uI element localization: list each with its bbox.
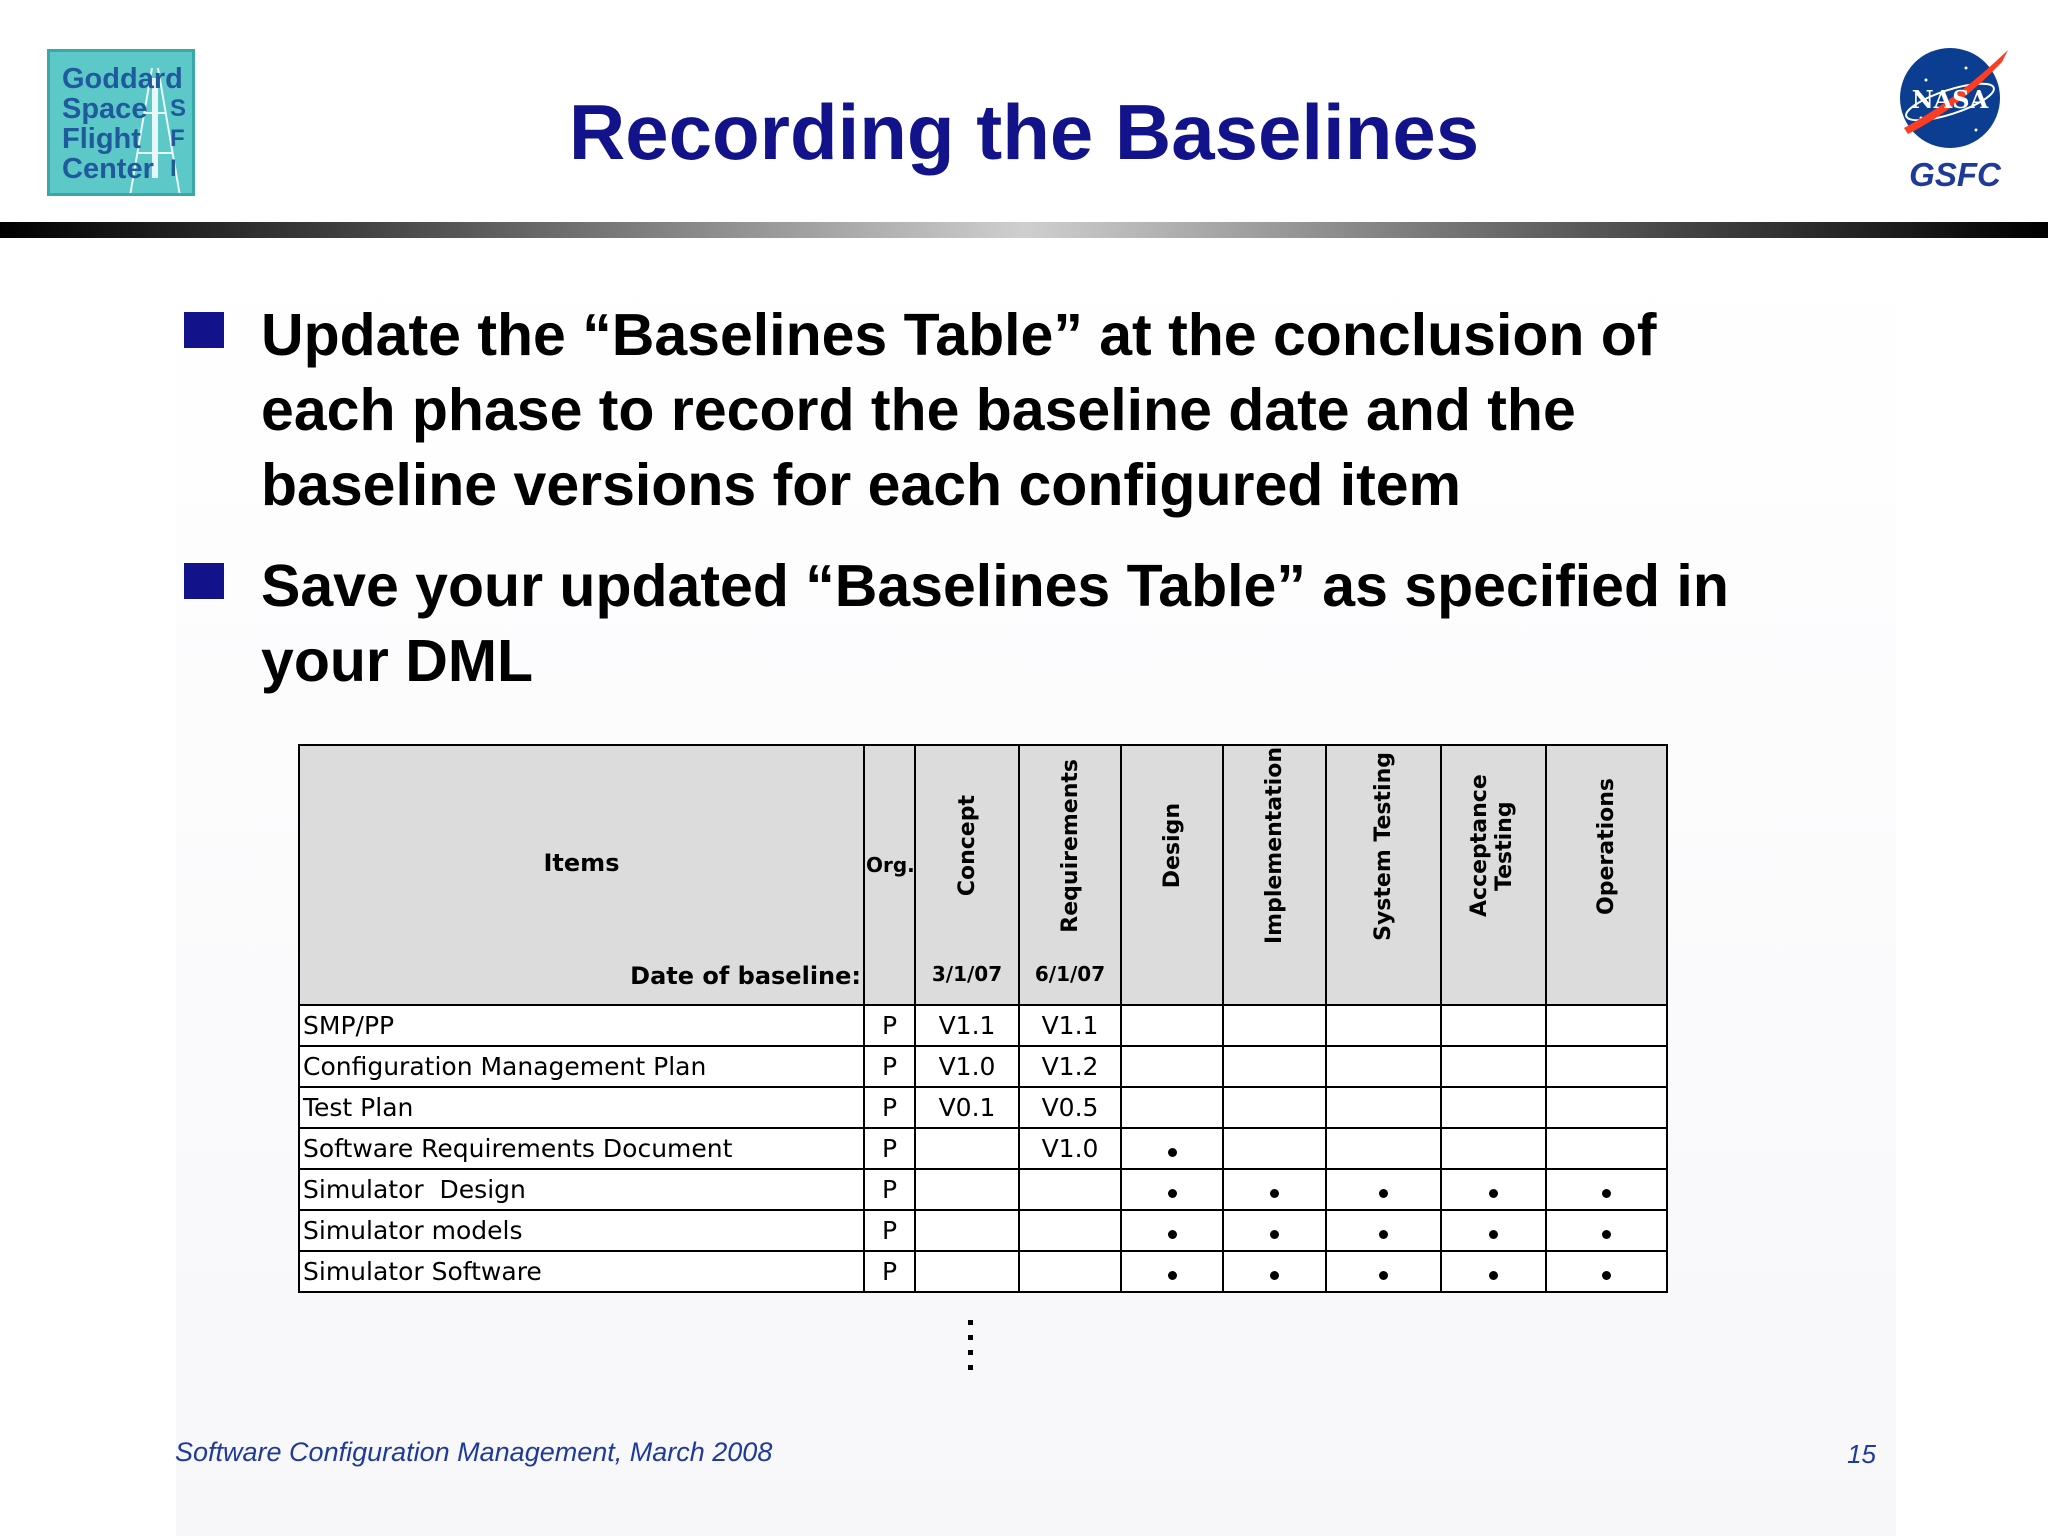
baseline-marker-cell (1326, 1210, 1441, 1251)
bullet-dot-icon (1379, 1230, 1388, 1239)
version-cell (1223, 1128, 1326, 1169)
item-name-cell: Test Plan (299, 1087, 864, 1128)
phase-header-acceptance-testing (1441, 745, 1546, 1005)
continuation-dot (968, 1320, 973, 1325)
page-number: 15 (1847, 1439, 1876, 1469)
phase-header-design (1121, 745, 1223, 1005)
org-cell: P (864, 1210, 915, 1251)
version-cell: V1.2 (1019, 1046, 1121, 1087)
footer-course-title: Software Configuration Management, March 2008 (175, 1437, 773, 1467)
baseline-marker-cell (1121, 1210, 1223, 1251)
version-cell (1019, 1251, 1121, 1292)
version-cell (1121, 1046, 1223, 1087)
bullet-text: Update the “Baselines Table” at the conclusion of each phase to record the baseline date and the baseline versions for each configured item (261, 302, 1657, 518)
baseline-marker-cell (1223, 1169, 1326, 1210)
phase-header-concept (915, 745, 1019, 1005)
baseline-marker-cell (1326, 1169, 1441, 1210)
phase-header-requirements (1019, 745, 1121, 1005)
bullet-dot-icon (1489, 1271, 1498, 1280)
version-cell (1223, 1046, 1326, 1087)
org-cell: P (864, 1251, 915, 1292)
version-cell (915, 1128, 1019, 1169)
continuation-dot (968, 1335, 973, 1340)
bullet-dot-icon (1379, 1189, 1388, 1198)
version-cell: V1.0 (915, 1046, 1019, 1087)
bullet-square-icon (184, 312, 224, 348)
bullet-dot-icon (1168, 1148, 1177, 1157)
table-row (299, 1005, 1667, 1046)
item-name-cell: Simulator Software (299, 1251, 864, 1292)
table-body (299, 1005, 1667, 1292)
org-cell: P (864, 1128, 915, 1169)
table-continuation-dots (964, 1320, 978, 1380)
baseline-marker-cell (1441, 1210, 1546, 1251)
baseline-date: 3/1/07 (931, 962, 1003, 986)
version-cell (1019, 1169, 1121, 1210)
baselines-table (298, 744, 1668, 1293)
version-cell: V1.1 (915, 1005, 1019, 1046)
header-divider (0, 222, 2048, 238)
phase-header-system-testing (1326, 745, 1441, 1005)
table-row (299, 1046, 1667, 1087)
org-cell: P (864, 1087, 915, 1128)
version-cell (1546, 1005, 1667, 1046)
table-row (299, 1210, 1667, 1251)
org-cell: P (864, 1169, 915, 1210)
nasa-emblem-text: NASA (1911, 85, 1989, 114)
org-cell: P (864, 1046, 915, 1087)
bullet-dot-icon (1602, 1189, 1611, 1198)
table-row (299, 1169, 1667, 1210)
phase-name: Operations (1594, 777, 1619, 915)
gsfc-caption: GSFC (1909, 156, 2001, 193)
bullet-dot-icon (1168, 1230, 1177, 1239)
version-cell (1223, 1005, 1326, 1046)
table-row (299, 1251, 1667, 1292)
item-name-cell: Configuration Management Plan (299, 1046, 864, 1087)
slide-title: Recording the Baselines (568, 88, 1480, 176)
version-cell (1121, 1087, 1223, 1128)
version-cell (1326, 1005, 1441, 1046)
bullet-dot-icon (1379, 1271, 1388, 1280)
logo-side-letter: I (170, 155, 177, 182)
org-cell: P (864, 1005, 915, 1046)
version-cell (1546, 1046, 1667, 1087)
phase-name: Implementation (1262, 747, 1287, 945)
version-cell (1326, 1087, 1441, 1128)
version-cell (1223, 1087, 1326, 1128)
phase-header-implementation (1223, 745, 1326, 1005)
version-cell (1121, 1005, 1223, 1046)
version-cell: V0.5 (1019, 1087, 1121, 1128)
item-name-cell: SMP/PP (299, 1005, 864, 1046)
bullet-dot-icon (1270, 1189, 1279, 1198)
item-name-cell: Simulator models (299, 1210, 864, 1251)
version-cell: V1.0 (1019, 1128, 1121, 1169)
version-cell (1441, 1046, 1546, 1087)
logo-text-flight: Flight (62, 123, 141, 155)
version-cell (1441, 1128, 1546, 1169)
org-header-cell (864, 745, 915, 1005)
baseline-marker-cell (1546, 1210, 1667, 1251)
bullet-dot-icon (1168, 1189, 1177, 1198)
baseline-marker-cell (1441, 1251, 1546, 1292)
logo-side-letter: S (170, 95, 187, 122)
bullet-dot-icon (1270, 1230, 1279, 1239)
baseline-marker-cell (1121, 1128, 1223, 1169)
continuation-dot (968, 1350, 973, 1355)
table-header-row (299, 745, 1667, 1005)
version-cell (1441, 1005, 1546, 1046)
phase-name: Acceptance Testing (1466, 774, 1517, 918)
version-cell (1441, 1087, 1546, 1128)
baseline-marker-cell (1326, 1251, 1441, 1292)
logo-side-letter: F (170, 125, 185, 152)
baseline-marker-cell (1441, 1169, 1546, 1210)
baseline-marker-cell (1546, 1169, 1667, 1210)
baseline-marker-cell (1121, 1251, 1223, 1292)
phase-name: Requirements (1057, 759, 1083, 933)
table-row (299, 1087, 1667, 1128)
bullet-square-icon (184, 563, 224, 599)
table-row (299, 1128, 1667, 1169)
phase-name: System Testing (1371, 751, 1396, 941)
baseline-date: 6/1/07 (1034, 962, 1106, 986)
bullet-dot-icon (1168, 1271, 1177, 1280)
bullet-dot-icon (1489, 1189, 1498, 1198)
baseline-marker-cell (1546, 1251, 1667, 1292)
phase-header-operations (1546, 745, 1667, 1005)
logo-text-space: Space (62, 93, 148, 125)
items-header-cell (299, 745, 864, 1005)
version-cell (1326, 1128, 1441, 1169)
bullet-dot-icon (1489, 1230, 1498, 1239)
baseline-marker-cell (1121, 1169, 1223, 1210)
org-header: Org. (866, 853, 915, 877)
bullet-text: Save your updated “Baselines Table” as specified in your DML (261, 553, 1729, 694)
bullet-dot-icon (1270, 1271, 1279, 1280)
version-cell (1546, 1087, 1667, 1128)
version-cell (1546, 1128, 1667, 1169)
continuation-dot (968, 1365, 973, 1370)
item-name-cell: Simulator Design (299, 1169, 864, 1210)
bullet-dot-icon (1602, 1271, 1611, 1280)
baseline-marker-cell (1223, 1210, 1326, 1251)
version-cell: V0.1 (915, 1087, 1019, 1128)
items-header: Items (543, 849, 620, 877)
version-cell (915, 1169, 1019, 1210)
phase-name: Concept (954, 795, 980, 897)
version-cell (915, 1210, 1019, 1251)
logo-text-center: Center (62, 153, 154, 185)
version-cell (1019, 1210, 1121, 1251)
item-name-cell: Software Requirements Document (299, 1128, 864, 1169)
baseline-marker-cell (1223, 1251, 1326, 1292)
phase-name: Design (1159, 803, 1185, 889)
bullet-dot-icon (1602, 1230, 1611, 1239)
version-cell (915, 1251, 1019, 1292)
logo-text-goddard: Goddard (62, 63, 183, 95)
version-cell (1326, 1046, 1441, 1087)
date-of-baseline-label: Date of baseline: (630, 962, 861, 990)
version-cell: V1.1 (1019, 1005, 1121, 1046)
